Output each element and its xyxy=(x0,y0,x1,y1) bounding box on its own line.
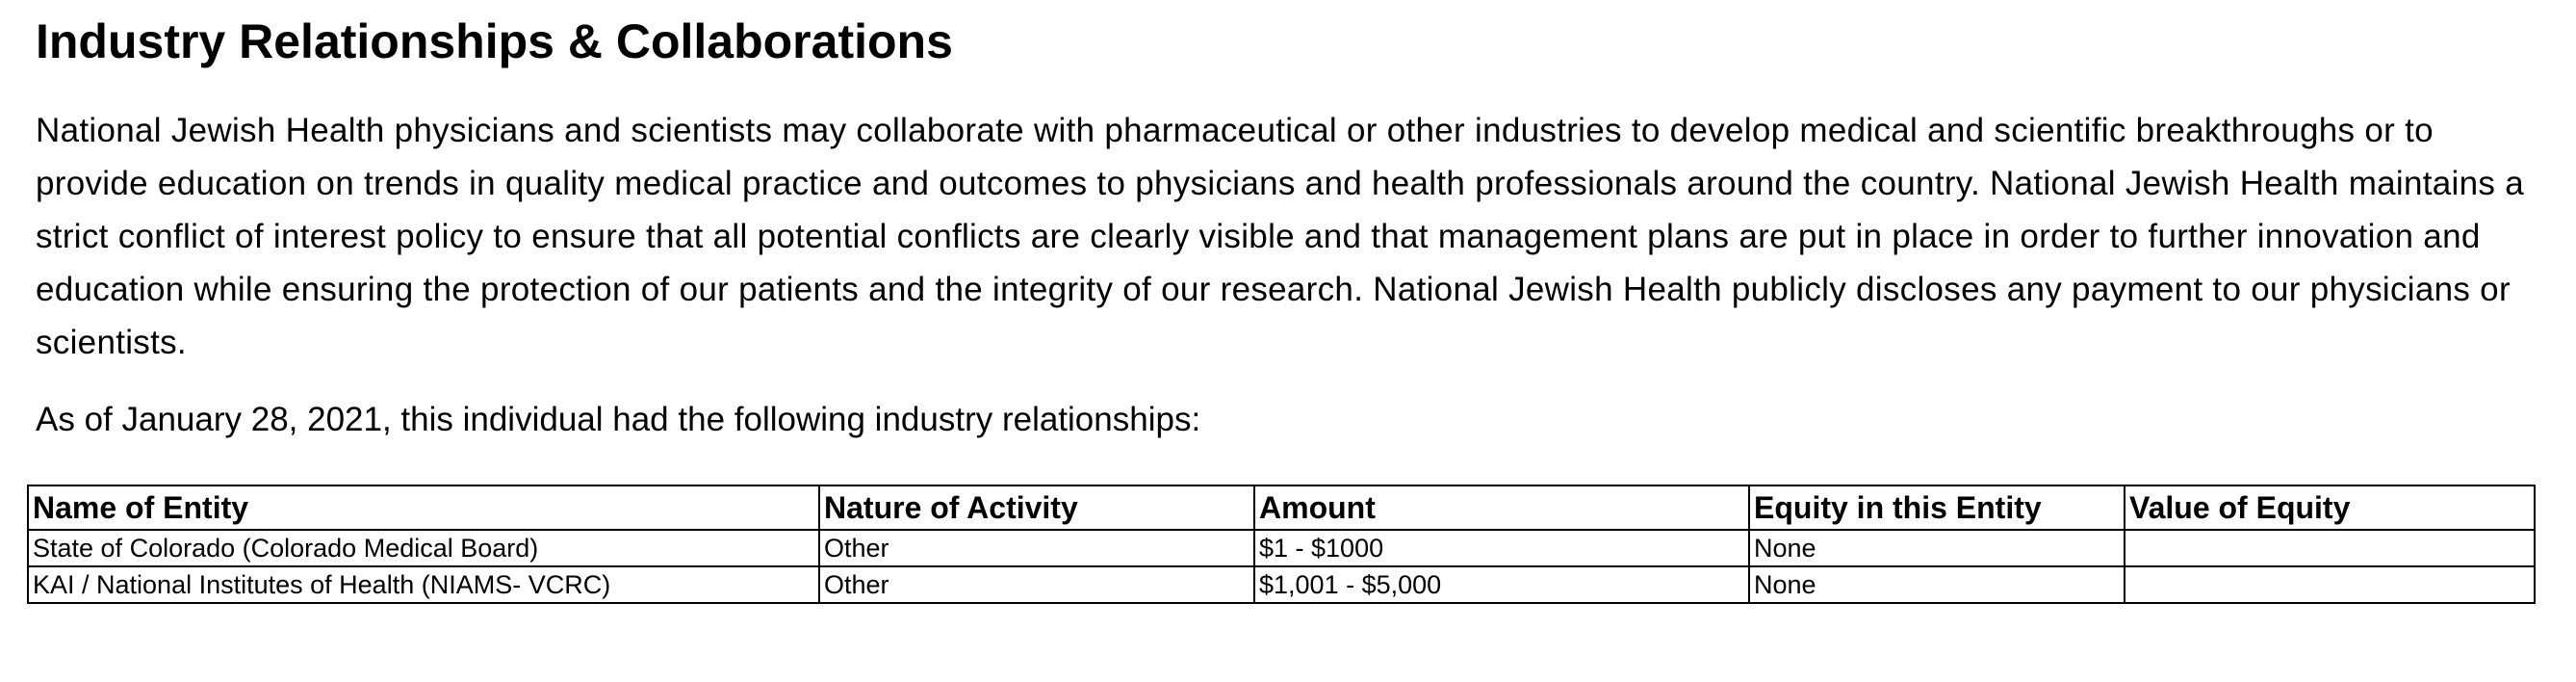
cell-equity: None xyxy=(1749,530,2125,566)
page-title: Industry Relationships & Collaborations xyxy=(36,14,953,68)
as-of-statement: As of January 28, 2021, this individual had the following industry relationships: xyxy=(36,401,1201,438)
cell-amount: $1 - $1000 xyxy=(1254,530,1749,566)
header-nature-of-activity: Nature of Activity xyxy=(819,485,1254,530)
table-header-row xyxy=(28,485,2535,530)
cell-entity-name: State of Colorado (Colorado Medical Board) xyxy=(28,530,819,566)
table-row xyxy=(28,530,2535,566)
cell-equity: None xyxy=(1749,566,2125,603)
cell-entity-name: KAI / National Institutes of Health (NIAMS- VCRC) xyxy=(28,566,819,603)
intro-paragraph: National Jewish Health physicians and scientists may collaborate with pharmaceutical or other industries to develop medical and scientific breakthroughs or to provide education on trends in quality medical practice and outcomes to physicians and health professionals around the country. National Jewish Health maintains a strict conflict of interest policy to ensure that all potential conflicts are clearly visible and that management plans are put in place in order to further innovation and education while ensuring the protection of our patients and the integrity of our research. National Jewish Health publicly discloses any payment to our physicians or scientists. xyxy=(36,112,2524,361)
header-name-of-entity: Name of Entity xyxy=(28,485,819,530)
header-equity-in-entity: Equity in this Entity xyxy=(1749,485,2125,530)
table-row xyxy=(28,566,2535,603)
header-amount: Amount xyxy=(1254,485,1749,530)
cell-nature-of-activity: Other xyxy=(819,566,1254,603)
cell-nature-of-activity: Other xyxy=(819,530,1254,566)
industry-relationships-table xyxy=(27,485,2536,604)
header-value-of-equity: Value of Equity xyxy=(2125,485,2535,530)
cell-amount: $1,001 - $5,000 xyxy=(1254,566,1749,603)
cell-value-of-equity xyxy=(2125,530,2535,566)
cell-value-of-equity xyxy=(2125,566,2535,603)
